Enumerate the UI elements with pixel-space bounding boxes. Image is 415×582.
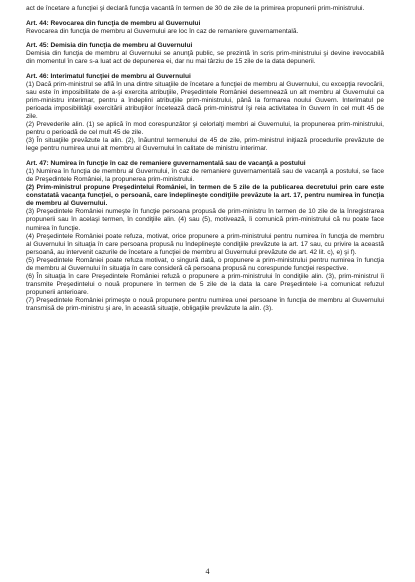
article-47-paragraph-6: (6) În situaţia în care Preşedintele României refuză o propunere a prim-ministrului în condiţiile alin. (3), prim-ministrul îi transmite Preşedintelui o nouă propunere în termen de 5 zile de la data la care Preşedintele i-a comunicat refuzul propunerii anterioare. — [26, 272, 384, 296]
article-47-title: Art. 47: Numirea în funcţie în caz de remaniere guvernamentală sau de vacanţă a postului — [26, 160, 306, 168]
article-47-paragraph-2: (2) Prim-ministrul propune Preşedintelui României, în termen de 5 zile de la publicarea decretului prin care este constatată vacanţa funcţiei, o persoană, care îndeplineşte condiţiile prevăzute la art. 17, pentru numirea în funcţia de membru al Guvernului. — [26, 184, 384, 208]
article-45-body: Demisia din funcţia de membru al Guvernului se anunţă public, se prezintă în scris prim-ministrului şi devine irevocabilă din momentul în care s-a luat act de depunerea ei, dar nu mai târziu de 15 zile de la data depunerii. — [26, 50, 384, 66]
article-47-paragraph-4: (4) Preşedintele României poate refuza, motivat, orice propunere a prim-ministrului pentru numirea în funcţia de membru al Guvernului în situaţia în care persoana propusă nu îndeplineşte condiţiile prevăzute la art. 17 sau, cu privire la această persoană, au intervenit cazurile de încetare a funcţiei de membru al Guvernului prevăzute de art. 42 lit. c), e) şi f). — [26, 232, 384, 256]
article-47-paragraph-1: (1) Numirea în funcţia de membru al Guvernului, în caz de remaniere guvernamentală sau de vacanţă a postului, se face de Preşedintele României, la propunerea prim-ministrului. — [26, 168, 384, 184]
article-47-paragraph-5: (5) Preşedintele României poate refuza motivat, o singură dată, o propunere a prim-ministrului pentru numirea în funcţia de membru al Guvernului în situaţia în care consideră că persoana propusă nu corespunde funcţiei respective. — [26, 256, 384, 272]
article-46-title: Art. 46: Interimatul funcţiei de membru al Guvernului — [26, 73, 191, 81]
article-47-paragraph-3: (3) Preşedintele României numeşte în funcţie persoana propusă de prim-ministru în termen de 10 zile de la înregistrarea propunerii sau în acelaşi termen, în condiţiile alin. (4) sau (5), motivează, îi comunică prim-ministrului că nu poate face numirea în funcţie. — [26, 208, 384, 232]
article-45 — [26, 42, 384, 66]
article-44 — [26, 20, 384, 36]
article-44-title: Art. 44: Revocarea din funcţia de membru al Guvernului — [26, 19, 201, 27]
page-number: 4 — [205, 567, 210, 576]
article-46-paragraph-3: (3) În situaţiile prevăzute la alin. (2), înăuntrul termenului de 45 de zile, prim-ministrul iniţiază procedurile prevăzute de lege pentru numirea unui alt membru al Guvernului în calitate de ministru interimar. — [26, 137, 384, 153]
article-46-paragraph-2: (2) Prevederile alin. (1) se aplică în mod corespunzător şi celorlalţi membri ai Guvernului, la propunerea prim-ministrului, pentru o perioadă de cel mult 45 de zile. — [26, 121, 384, 137]
article-47 — [26, 160, 384, 313]
article-46 — [26, 73, 384, 153]
article-46-paragraph-1: (1) Dacă prim-ministrul se află în una dintre situaţiile de încetare a funcţiei de membru al Guvernului, cu excepţia revocării, sau este în imposibilitate de a-şi exercita atribuţiile, Preşedintele României desemnează un alt membru al Guvernului ca prim-ministru interimar, pentru a îndeplini atribuţiile prim-ministrului, până la formarea noului Guvern. Interimatul pe perioada imposibilităţii exercitării atribuţiilor încetează dacă prim-ministrul îşi reia activitatea în Guvern în cel mult 45 de zile. — [26, 81, 384, 121]
lead-paragraph: act de încetare a funcţiei şi declară funcţia vacantă în termen de 30 de zile de la primirea propunerii prim-ministrului. — [26, 5, 365, 12]
article-44-body: Revocarea din funcţia de membru al Guvernului are loc în caz de remaniere guvernamentală. — [26, 27, 299, 35]
article-45-title: Art. 45: Demisia din funcţia de membru al Guvernului — [26, 42, 193, 50]
article-47-paragraph-7: (7) Preşedintele României primeşte o nouă propunere pentru numirea unei persoane în funcţia de membru al Guvernului transmisă de prim-ministru şi are, în această situaţie, obligaţiile prevăzute la alin. (3). — [26, 296, 384, 312]
